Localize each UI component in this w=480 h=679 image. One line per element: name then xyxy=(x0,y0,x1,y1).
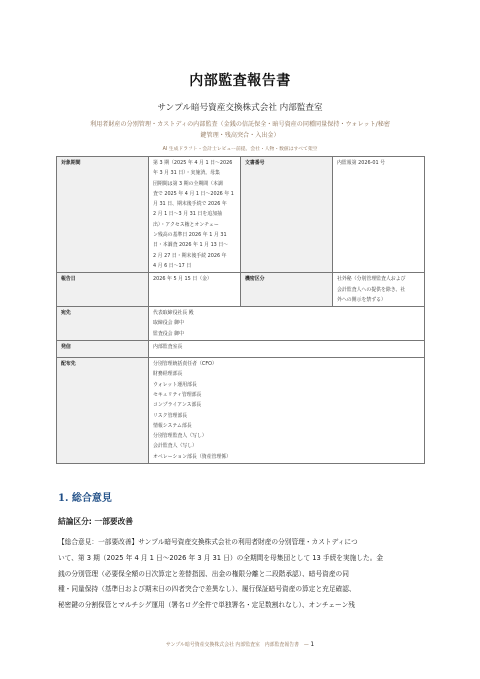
dist-line: 情報システム部長 xyxy=(153,422,192,429)
to-label: 宛先 xyxy=(57,307,149,341)
distribution-row xyxy=(57,358,425,464)
class-line: 外への開示を禁ずる） xyxy=(337,296,386,303)
ai-draft-note: AI 生成ドラフト・会計士レビュー前提。会社・人物・数値はすべて架空 xyxy=(162,147,318,152)
class-value xyxy=(333,273,425,307)
document-title: 内部監査報告書 xyxy=(189,73,291,89)
class-line: 会計監査人への提供を除き、社 xyxy=(337,286,406,293)
footer-text: サンプル暗号資産交換株式会社 内部監査室 内部監査報告書 — xyxy=(165,642,309,648)
document-subtitle: サンプル暗号資産交換株式会社 内部監査室 xyxy=(157,103,323,113)
docno-value: 内監報第 2026-01 号 xyxy=(333,157,425,273)
dist-value xyxy=(149,358,425,464)
period-line: 2 月 27 日・期末後手続 2026 年 xyxy=(153,252,227,259)
to-line: 監査役会 御中 xyxy=(153,330,184,337)
period-line: 第 3 期（2025 年 4 月 1 日〜2026 xyxy=(153,160,233,166)
body-line: 【総合意見：一部要改善】サンプル暗号資産交換株式会社の利用者財産の分別管理・カストディにつ xyxy=(58,538,358,546)
scope-line: 利用者財産の分別管理・カストディの内部監査（金銭の信託保全・暗号資産の同種同量保持・ウォレット/秘密 xyxy=(90,121,390,128)
date-label: 報告日 xyxy=(57,273,149,307)
dist-line: 会計監査人（写し） xyxy=(153,443,198,450)
dist-line: 分別管理統括責任者（CFO） xyxy=(153,361,217,368)
to-line: 代表取締役社長 殿 xyxy=(153,310,194,317)
docno-label: 文書番号 xyxy=(241,157,333,273)
period-line: 4 月 6 日〜17 日 xyxy=(153,262,192,269)
overall-opinion-text xyxy=(58,535,430,614)
from-value: 内部監査室長 xyxy=(149,341,425,358)
document-scope xyxy=(56,119,424,141)
body-line: いて、第 3 期（2025 年 4 月 1 日〜2026 年 3 月 31 日）の全期間を母集団として 13 手続を実施した。金 xyxy=(58,553,384,562)
section-heading: 1. 総合意見 xyxy=(58,493,112,504)
period-value xyxy=(149,157,241,273)
dist-line: リスク管理部長 xyxy=(153,412,188,419)
class-label: 機密区分 xyxy=(241,273,333,307)
scope-line: 鍵管理・残高突合・入出金） xyxy=(200,132,280,139)
dist-line: セキュリティ管理部長 xyxy=(153,391,202,398)
to-row xyxy=(57,307,425,341)
body-line: 種・同量保持（基準日および期末日の四者突合で差異なし）、履行保証暗号資産の算定と充足確認、 xyxy=(58,585,356,594)
to-value xyxy=(149,307,425,341)
dist-label: 配布先 xyxy=(57,358,149,464)
body-line: 銭の分別管理（必要保全額の日次算定と差替指図、出金の権限分離と二段階承認）、暗号資産の同 xyxy=(58,569,349,578)
date-row xyxy=(57,273,425,307)
from-row xyxy=(57,341,425,358)
dist-line: 財務経理部長 xyxy=(153,371,183,378)
period-line: ン残高の基準日 2026 年 1 月 31 xyxy=(153,232,227,239)
period-line: 月 31 日、期末後手続で 2026 年 xyxy=(153,201,227,208)
from-label: 発信 xyxy=(57,341,149,358)
page-number: 1 xyxy=(310,641,315,648)
period-label: 対象期間 xyxy=(57,157,149,273)
period-line: 団期間は第 3 期の全期間（本調 xyxy=(153,180,223,187)
dist-line: ウォレット運用部長 xyxy=(153,381,197,388)
metadata-table xyxy=(56,156,425,464)
to-line: 取締役会 御中 xyxy=(153,320,184,327)
body-line: 秘密鍵の分割保管とマルチシグ運用（署名ログ全件で単独署名・定足数割れなし）、オンチェーン残 xyxy=(58,601,355,610)
period-line: 査で 2025 年 4 月 1 日〜2026 年 1 xyxy=(153,190,234,197)
period-line: 出）・アクセス権とオンチェー xyxy=(153,221,219,228)
date-value: 2026 年 5 月 15 日（金） xyxy=(149,273,241,307)
period-line: 2 月 1 日〜3 月 31 日を追加抽 xyxy=(153,211,222,218)
period-line: 日・本調査 2026 年 1 月 13 日〜 xyxy=(153,242,229,249)
conclusion-verdict: 結論区分: 一部要改善 xyxy=(58,517,133,526)
period-line: 年 3 月 31 日）・実施済。母集 xyxy=(153,170,220,177)
dist-line: コンプライアンス部長 xyxy=(153,402,202,409)
period-row xyxy=(57,157,425,273)
page-footer xyxy=(0,641,480,648)
dist-line: 分別管理監査人（写し） xyxy=(153,433,207,440)
class-line: 社外秘（分別管理監査人および xyxy=(337,276,406,283)
dist-line: オペレーション部長（資産管理係） xyxy=(153,453,232,460)
